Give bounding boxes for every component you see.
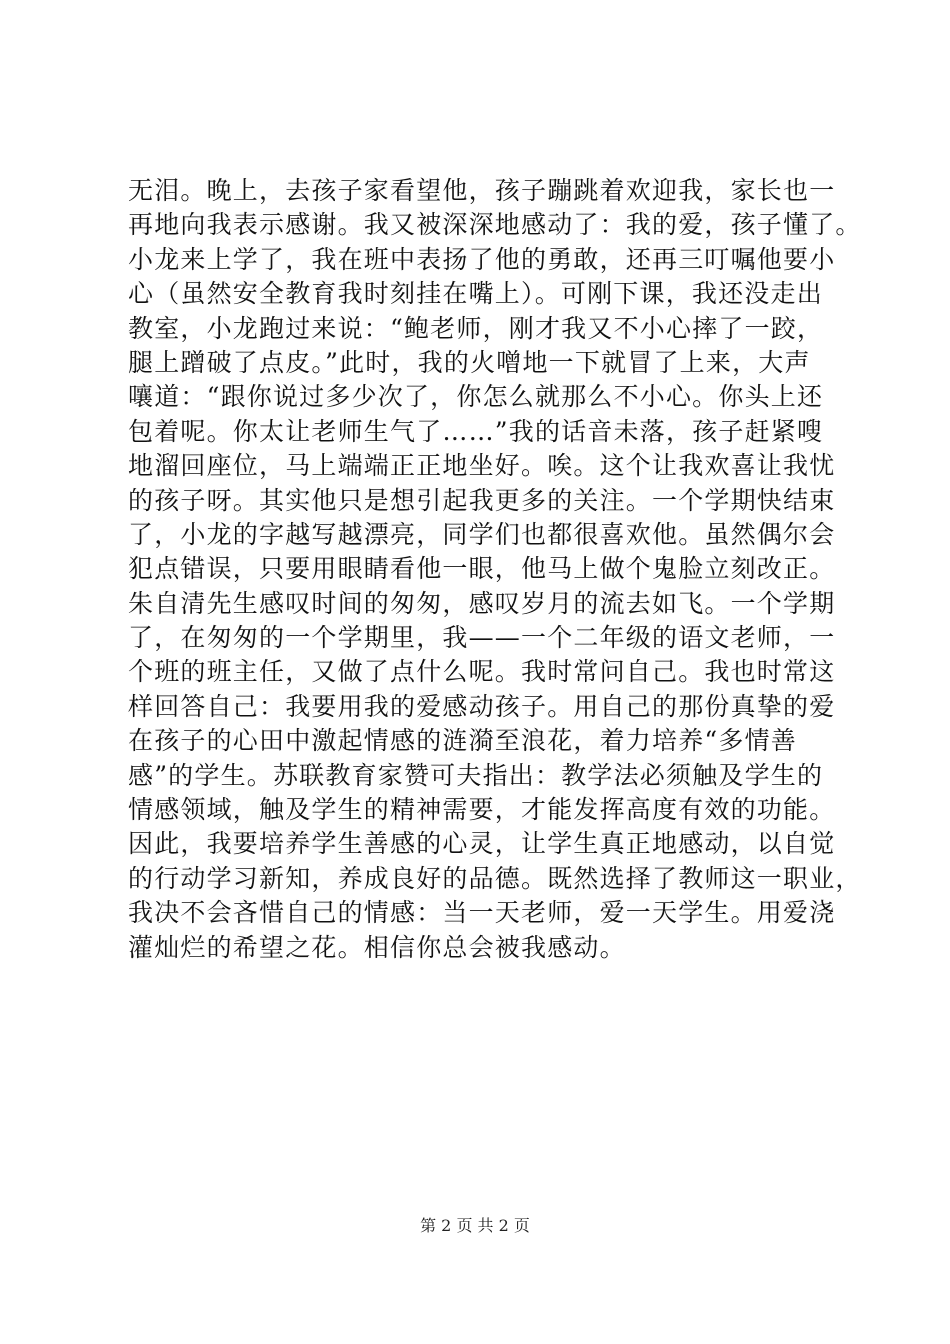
text-line: 样回答自己：我要用我的爱感动孩子。用自己的那份真挚的爱 <box>128 691 836 721</box>
text-line: 了，小龙的字越写越漂亮，同学们也都很喜欢他。虽然偶尔会 <box>128 519 836 549</box>
text-line: 犯点错误，只要用眼睛看他一眼，他马上做个鬼脸立刻改正。 <box>128 554 836 584</box>
body-text <box>128 174 862 965</box>
text-line: 小龙来上学了，我在班中表扬了他的勇敢，还再三叮嘱他要小 <box>128 244 836 274</box>
text-line: 的孩子呀。其实他只是想引起我更多的关注。一个学期快结束 <box>128 485 836 515</box>
text-line: 腿上蹭破了点皮。”此时，我的火噌地一下就冒了上来，大声 <box>128 347 811 377</box>
text-line: 我决不会吝惜自己的情感：当一天老师，爱一天学生。用爱浇 <box>128 898 836 928</box>
text-line: 个班的班主任，又做了点什么呢。我时常问自己。我也时常这 <box>128 657 836 687</box>
text-line: 了，在匆匆的一个学期里，我——一个二年级的语文老师，一 <box>128 623 836 653</box>
text-line: 无泪。晚上，去孩子家看望他，孩子蹦跳着欢迎我，家长也一 <box>128 176 836 205</box>
text-line: 包着呢。你太让老师生气了……”我的话音未落，孩子赶紧嗖 <box>128 416 824 446</box>
text-line: 情感领域，触及学生的精神需要，才能发挥高度有效的功能。 <box>128 795 836 825</box>
text-line: 地溜回座位，马上端端正正地坐好。唉。这个让我欢喜让我忧 <box>128 451 836 481</box>
text-line: 感”的学生。苏联教育家赞可夫指出：教学法必须触及学生的 <box>128 760 824 790</box>
text-line: 在孩子的心田中激起情感的涟漪至浪花，着力培养“多情善 <box>128 726 797 756</box>
text-line: 的行动学习新知，养成良好的品德。既然选择了教师这一职业， <box>128 863 862 893</box>
text-line: 因此，我要培养学生善感的心灵，让学生真正地感动，以自觉 <box>128 829 836 859</box>
text-line: 心（虽然安全教育我时刻挂在嘴上）。可刚下课，我还没走出 <box>128 279 823 309</box>
text-line: 嚷道：“跟你说过多少次了，你怎么就那么不小心。你头上还 <box>128 382 824 412</box>
text-line: 教室，小龙跑过来说：“鲍老师，刚才我又不小心摔了一跤， <box>128 313 824 343</box>
page-number-footer: 第 2 页 共 2 页 <box>420 1216 530 1235</box>
text-line: 灌灿烂的希望之花。相信你总会被我感动。 <box>128 932 626 962</box>
text-line: 再地向我表示感谢。我又被深深地感动了：我的爱，孩子懂了。 <box>128 210 862 240</box>
text-line: 朱自清先生感叹时间的匆匆，感叹岁月的流去如飞。一个学期 <box>128 588 836 618</box>
